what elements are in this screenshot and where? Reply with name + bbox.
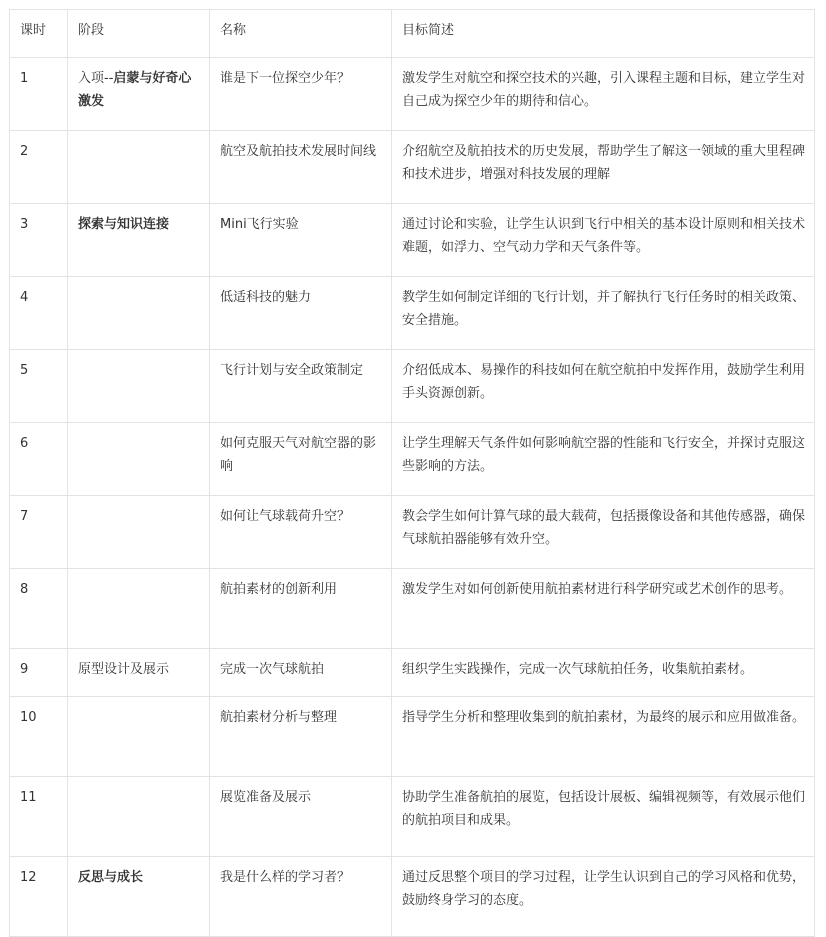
lesson-cell: 11 bbox=[10, 777, 68, 857]
goal-cell: 协助学生准备航拍的展览，包括设计展板、编辑视频等，有效展示他们的航拍项目和成果。 bbox=[392, 777, 815, 857]
lesson-cell: 10 bbox=[10, 697, 68, 777]
stage-cell bbox=[68, 569, 210, 649]
goal-cell: 介绍低成本、易操作的科技如何在航空航拍中发挥作用，鼓励学生利用手头资源创新。 bbox=[392, 350, 815, 423]
lesson-name-cell: 如何让气球载荷升空？ bbox=[210, 496, 392, 569]
lesson-name-cell: 展览准备及展示 bbox=[210, 777, 392, 857]
stage-cell bbox=[68, 423, 210, 496]
lesson-name-cell: 我是什么样的学习者？ bbox=[210, 857, 392, 937]
goal-cell: 组织学生实践操作，完成一次气球航拍任务，收集航拍素材。 bbox=[392, 649, 815, 697]
stage-prefix: 入项-- bbox=[78, 71, 114, 86]
table-header-row bbox=[10, 10, 815, 58]
goal-cell: 教学生如何制定详细的飞行计划，并了解执行飞行任务时的相关政策、安全措施。 bbox=[392, 277, 815, 350]
lesson-name-cell: 如何克服天气对航空器的影响 bbox=[210, 423, 392, 496]
stage-cell bbox=[68, 277, 210, 350]
lesson-cell: 2 bbox=[10, 131, 68, 204]
lesson-name-cell: Mini飞行实验 bbox=[210, 204, 392, 277]
stage-label: 启蒙与好奇心激发 bbox=[78, 71, 192, 109]
header-name: 名称 bbox=[210, 10, 392, 58]
table-row bbox=[10, 58, 815, 131]
lesson-cell: 8 bbox=[10, 569, 68, 649]
goal-cell: 指导学生分析和整理收集到的航拍素材，为最终的展示和应用做准备。 bbox=[392, 697, 815, 777]
goal-cell: 介绍航空及航拍技术的历史发展，帮助学生了解这一领域的重大里程碑和技术进步，增强对科技发展的理解 bbox=[392, 131, 815, 204]
lesson-name-cell: 谁是下一位探空少年？ bbox=[210, 58, 392, 131]
stage-prefix: 原型设计及展示 bbox=[78, 662, 170, 677]
lesson-cell: 12 bbox=[10, 857, 68, 937]
table-row bbox=[10, 569, 815, 649]
lesson-name-cell: 航拍素材的创新利用 bbox=[210, 569, 392, 649]
stage-cell bbox=[68, 649, 210, 697]
lesson-cell: 6 bbox=[10, 423, 68, 496]
table-row bbox=[10, 204, 815, 277]
stage-cell bbox=[68, 496, 210, 569]
table-row bbox=[10, 697, 815, 777]
lesson-cell: 9 bbox=[10, 649, 68, 697]
stage-label: 反思与成长 bbox=[78, 870, 144, 885]
stage-cell bbox=[68, 857, 210, 937]
stage-cell bbox=[68, 131, 210, 204]
table-row bbox=[10, 649, 815, 697]
table-row bbox=[10, 496, 815, 569]
lesson-cell: 7 bbox=[10, 496, 68, 569]
lesson-cell: 5 bbox=[10, 350, 68, 423]
goal-cell: 激发学生对航空和探空技术的兴趣，引入课程主题和目标，建立学生对自己成为探空少年的期待和信心。 bbox=[392, 58, 815, 131]
lesson-cell: 1 bbox=[10, 58, 68, 131]
goal-cell: 让学生理解天气条件如何影响航空器的性能和飞行安全，并探讨克服这些影响的方法。 bbox=[392, 423, 815, 496]
stage-cell bbox=[68, 204, 210, 277]
goal-cell: 通过反思整个项目的学习过程，让学生认识到自己的学习风格和优势，鼓励终身学习的态度。 bbox=[392, 857, 815, 937]
lesson-name-cell: 航拍素材分析与整理 bbox=[210, 697, 392, 777]
header-goal: 目标简述 bbox=[392, 10, 815, 58]
goal-cell: 教会学生如何计算气球的最大载荷，包括摄像设备和其他传感器，确保气球航拍器能够有效升空。 bbox=[392, 496, 815, 569]
table-row bbox=[10, 131, 815, 204]
lesson-name-cell: 航空及航拍技术发展时间线 bbox=[210, 131, 392, 204]
table-row bbox=[10, 277, 815, 350]
stage-cell bbox=[68, 58, 210, 131]
lesson-cell: 3 bbox=[10, 204, 68, 277]
table-row bbox=[10, 350, 815, 423]
stage-label: 探索与知识连接 bbox=[78, 217, 170, 232]
goal-cell: 激发学生对如何创新使用航拍素材进行科学研究或艺术创作的思考。 bbox=[392, 569, 815, 649]
lesson-cell: 4 bbox=[10, 277, 68, 350]
table-row bbox=[10, 423, 815, 496]
header-stage: 阶段 bbox=[68, 10, 210, 58]
stage-cell bbox=[68, 350, 210, 423]
lesson-name-cell: 低适科技的魅力 bbox=[210, 277, 392, 350]
lesson-name-cell: 飞行计划与安全政策制定 bbox=[210, 350, 392, 423]
goal-cell: 通过讨论和实验，让学生认识到飞行中相关的基本设计原则和相关技术难题，如浮力、空气动力学和天气条件等。 bbox=[392, 204, 815, 277]
lesson-name-cell: 完成一次气球航拍 bbox=[210, 649, 392, 697]
stage-cell bbox=[68, 777, 210, 857]
table-row bbox=[10, 777, 815, 857]
stage-cell bbox=[68, 697, 210, 777]
header-lesson: 课时 bbox=[10, 10, 68, 58]
curriculum-table bbox=[9, 9, 815, 937]
table-row bbox=[10, 857, 815, 937]
